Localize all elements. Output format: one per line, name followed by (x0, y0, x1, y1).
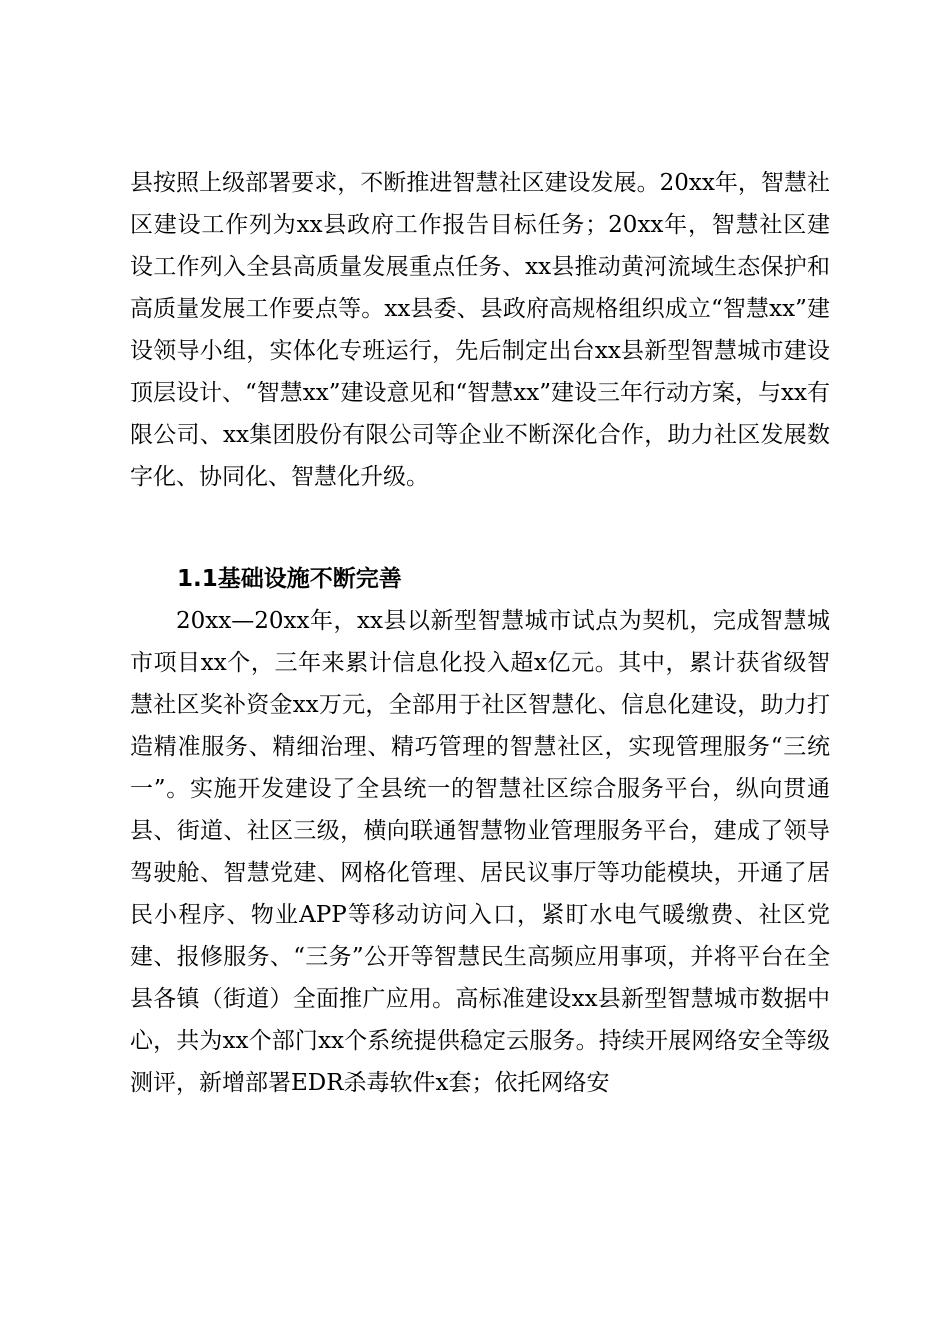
body-paragraph-1: 县按照上级部署要求，不断推进智慧社区建设发展。20xx年，智慧社区建设工作列为xx县政府工作报告目标任务；20xx年，智慧社区建设工作列入全县高质量发展重点任务、xx县推动黄河流域生态保护和高质量发展工作要点等。xx县委、县政府高规格组织成立“智慧xx”建设领导小组，实体化专班运行，先后制定出台xx县新型智慧城市建设顶层设计、“智慧xx”建设意见和“智慧xx”建设三年行动方案，与xx有限公司、xx集团股份有限公司等企业不断深化合作，助力社区发展数字化、协同化、智慧化升级。 (130, 170, 830, 490)
body-paragraph-2: 20xx—20xx年，xx县以新型智慧城市试点为契机，完成智慧城市项目xx个，三年来累计信息化投入超x亿元。其中，累计获省级智慧社区奖补资金xx万元，全部用于社区智慧化、信息化建设，助力打造精准服务、精细治理、精巧管理的智慧社区，实现管理服务“三统一”。实施开发建设了全县统一的智慧社区综合服务平台，纵向贯通县、街道、社区三级，横向联通智慧物业管理服务平台，建成了领导驾驶舱、智慧党建、网格化管理、居民议事厅等功能模块，开通了居民小程序、物业APP等移动访问入口，紧盯水电气暖缴费、社区党建、报修服务、“三务”公开等智慧民生高频应用事项，并将平台在全县各镇（街道）全面推广应用。高标准建设xx县新型智慧城市数据中心，共为xx个部门xx个系统提供稳定云服务。持续开展网络安全等级测评，新增部署EDR杀毒软件x套；依托网络安 (130, 608, 830, 1096)
section-heading: 1.1基础设施不断完善 (177, 566, 402, 592)
